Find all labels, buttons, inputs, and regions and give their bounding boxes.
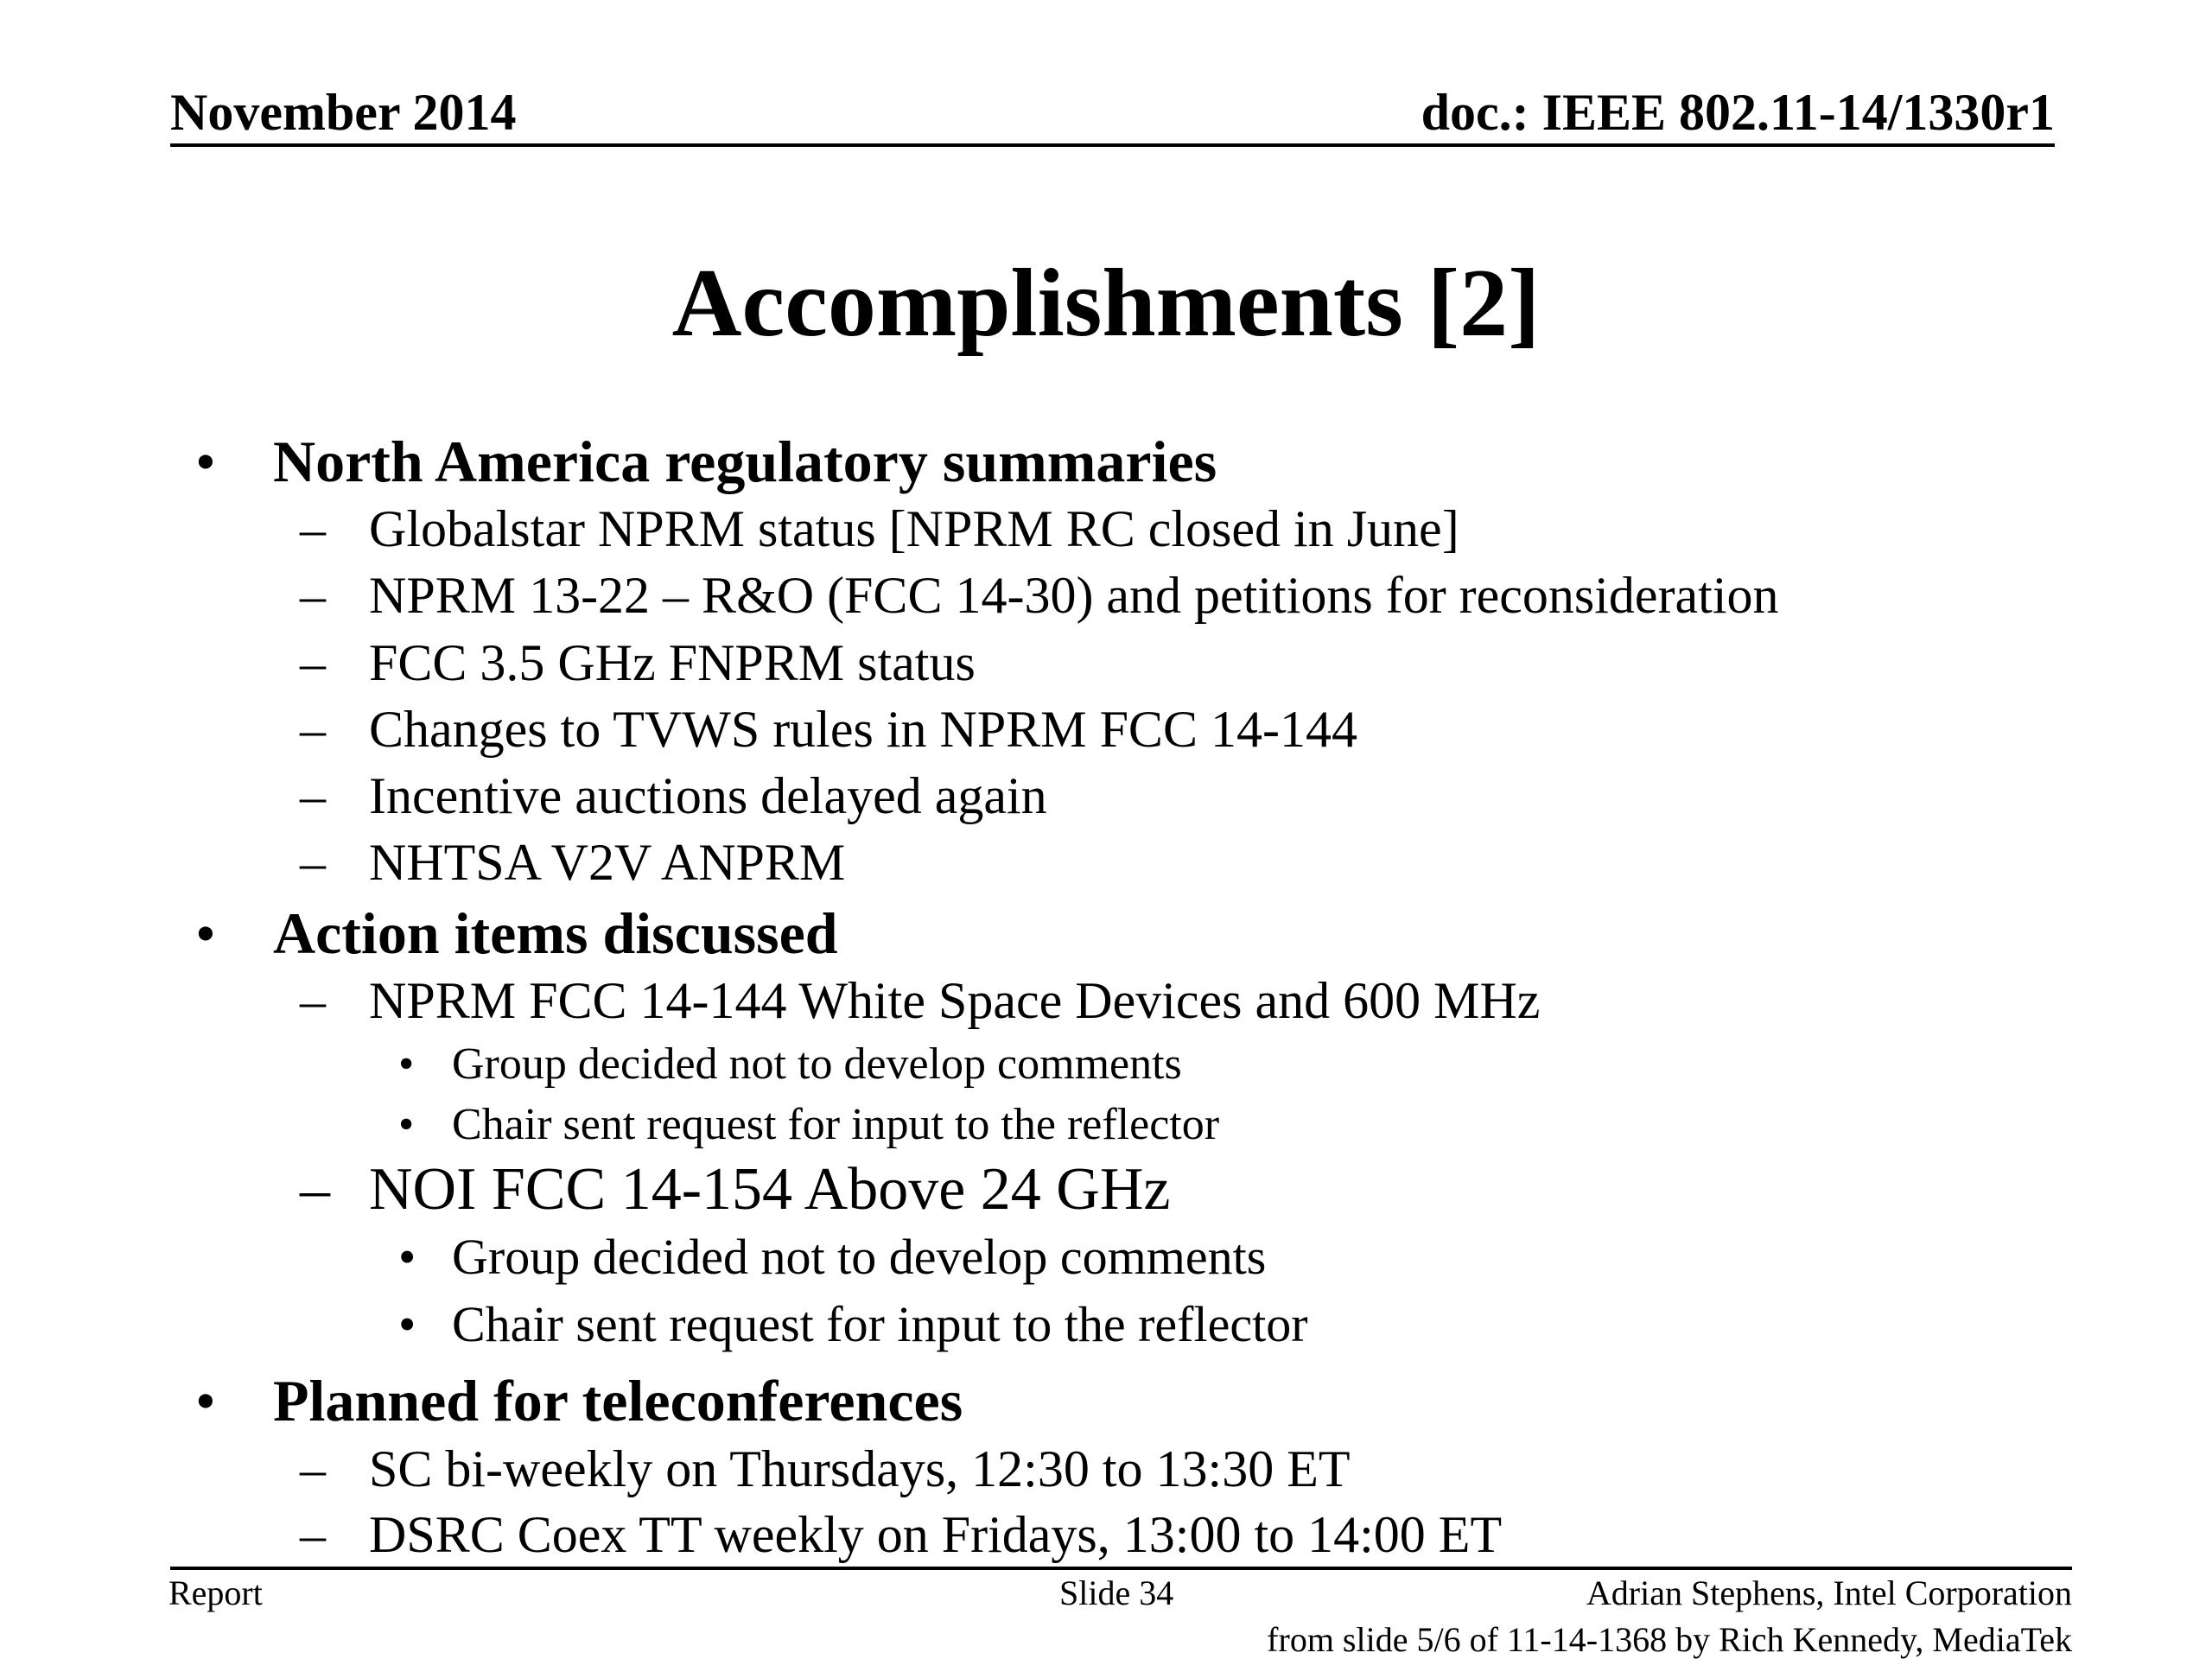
bullet-marker: • xyxy=(195,900,216,966)
sub-list-item xyxy=(398,1296,1308,1352)
bullet-marker: • xyxy=(398,1296,416,1352)
sub-list-item-text: Chair sent request for input to the reflector xyxy=(452,1296,1308,1352)
sub-list-item-text: Chair sent request for input to the reflector xyxy=(452,1100,1220,1149)
dash-marker: – xyxy=(300,834,326,891)
section-heading xyxy=(195,1368,963,1433)
sub-list-item xyxy=(398,1100,1220,1149)
list-item xyxy=(300,567,1779,624)
footer-author: Adrian Stephens, Intel Corporation xyxy=(1586,1573,2072,1612)
sub-list-item xyxy=(398,1039,1182,1089)
dash-marker: – xyxy=(300,500,326,557)
list-item-text: FCC 3.5 GHz FNPRM status xyxy=(369,634,976,691)
list-item-text: NOI FCC 14-154 Above 24 GHz xyxy=(369,1156,1171,1223)
list-item xyxy=(300,1440,1351,1497)
list-item-text: NPRM FCC 14-144 White Space Devices and 600 MHz xyxy=(369,972,1541,1029)
bullet-marker: • xyxy=(398,1039,415,1089)
section-heading xyxy=(195,900,838,966)
header-doc-id: doc.: IEEE 802.11-14/1330r1 xyxy=(1421,84,2055,141)
list-item xyxy=(300,1506,1503,1563)
bullet-marker: • xyxy=(398,1100,415,1149)
section-heading xyxy=(195,429,1217,494)
dash-marker: – xyxy=(300,567,326,624)
list-item-text: SC bi-weekly on Thursdays, 12:30 to 13:30 ET xyxy=(369,1440,1351,1497)
sub-list-item xyxy=(398,1229,1267,1285)
list-item xyxy=(300,834,846,891)
dash-marker: – xyxy=(300,634,326,691)
dash-marker: – xyxy=(300,767,326,824)
dash-marker: – xyxy=(300,1440,326,1497)
list-item xyxy=(300,500,1459,557)
list-item xyxy=(300,972,1541,1029)
header-date: November 2014 xyxy=(170,84,517,141)
section-heading-text: Planned for teleconferences xyxy=(273,1368,963,1433)
list-item-text: DSRC Coex TT weekly on Fridays, 13:00 to 14:00 ET xyxy=(369,1506,1503,1563)
list-item-text: Globalstar NPRM status [NPRM RC closed in June] xyxy=(369,500,1459,557)
list-item-text: Incentive auctions delayed again xyxy=(369,767,1047,824)
list-item xyxy=(300,701,1357,758)
section-heading-text: Action items discussed xyxy=(273,900,838,966)
bullet-marker: • xyxy=(195,1368,216,1433)
dash-marker: – xyxy=(300,1156,330,1223)
slide-number: Slide 34 xyxy=(1059,1573,1174,1612)
list-item-text: NPRM 13-22 – R&O (FCC 14-30) and petitions for reconsideration xyxy=(369,567,1779,624)
footer-source: from slide 5/6 of 11-14-1368 by Rich Kennedy, MediaTek xyxy=(1267,1620,2072,1659)
bullet-marker: • xyxy=(195,429,216,494)
list-item xyxy=(300,767,1047,824)
dash-marker: – xyxy=(300,701,326,758)
dash-marker: – xyxy=(300,1506,326,1563)
section-heading-text: North America regulatory summaries xyxy=(273,429,1217,494)
list-item-text: Changes to TVWS rules in NPRM FCC 14-144 xyxy=(369,701,1357,758)
footer-label: Report xyxy=(168,1573,263,1612)
bullet-marker: • xyxy=(398,1229,416,1285)
list-item xyxy=(300,1156,1171,1223)
slide-title: Accomplishments [2] xyxy=(671,250,1541,357)
list-item-text: NHTSA V2V ANPRM xyxy=(369,834,846,891)
sub-list-item-text: Group decided not to develop comments xyxy=(452,1229,1267,1285)
list-item xyxy=(300,634,976,691)
dash-marker: – xyxy=(300,972,326,1029)
sub-list-item-text: Group decided not to develop comments xyxy=(452,1039,1182,1089)
footer-divider xyxy=(170,1567,2072,1570)
